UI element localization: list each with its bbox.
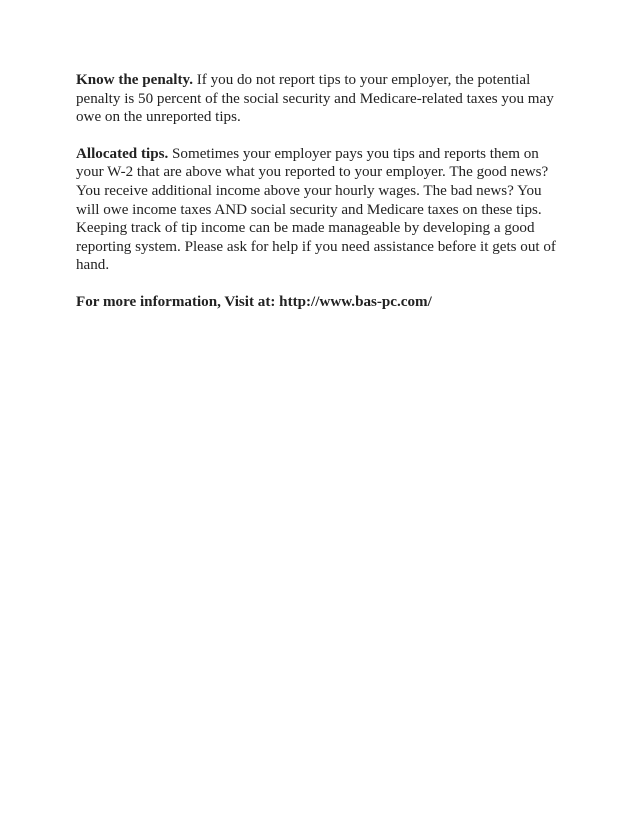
document-body xyxy=(76,71,566,312)
paragraph-line: hand. xyxy=(76,257,110,274)
paragraph-line: penalty is 50 percent of the social security and Medicare-related taxes you may xyxy=(76,90,554,107)
paragraph-text: If you do not report tips to your employer, the potential xyxy=(193,72,531,88)
paragraph-line: Keeping track of tip income can be made manageable by developing a good xyxy=(76,220,535,237)
paragraph-line xyxy=(76,145,566,164)
paragraph-line xyxy=(76,71,566,90)
paragraph-line: owe on the unreported tips. xyxy=(76,109,241,126)
paragraph-penalty xyxy=(76,71,566,127)
paragraph-text: Sometimes your employer pays you tips and reports them on xyxy=(168,145,539,162)
paragraph-heading: Allocated tips. xyxy=(76,145,169,162)
paragraph-line: will owe income taxes AND social security and Medicare taxes on these tips. xyxy=(76,201,542,218)
paragraph-allocated-tips xyxy=(76,145,566,275)
paragraph-line: your W-2 that are above what you reported to your employer. The good news? xyxy=(76,164,549,181)
paragraph-line: You receive additional income above your hourly wages. The bad news? You xyxy=(76,182,542,199)
paragraph-heading: Know the penalty. xyxy=(76,72,193,88)
more-info-link-text: For more information, Visit at: http://www.bas-pc.com/ xyxy=(76,293,432,310)
paragraph-line: reporting system. Please ask for help if you need assistance before it gets out of xyxy=(76,238,556,255)
